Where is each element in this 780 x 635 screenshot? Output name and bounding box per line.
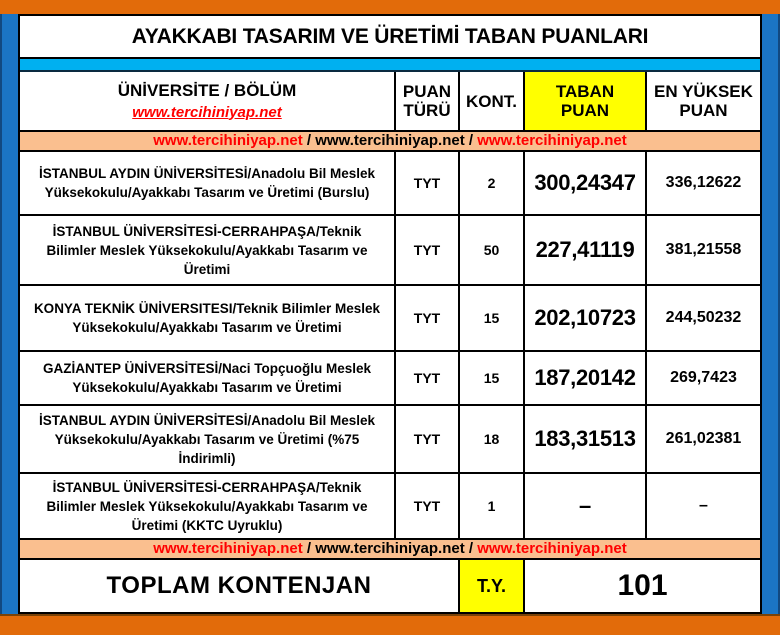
header-top-score-label: EN YÜKSEK PUAN	[654, 82, 753, 120]
tercihiniyap-link[interactable]: www.tercihiniyap.net	[315, 132, 465, 149]
header-quota-label: KONT.	[466, 91, 517, 111]
quota-cell: 2	[460, 152, 525, 216]
tercihiniyap-link[interactable]: www.tercihiniyap.net	[477, 132, 627, 149]
header-base-score-label: TABAN PUAN	[555, 82, 615, 120]
link-separator: /	[464, 132, 478, 149]
link-separator: /	[302, 132, 316, 149]
link-separator: /	[464, 540, 478, 557]
header-base-score-column	[525, 72, 647, 132]
university-cell: İSTANBUL ÜNİVERSİTESİ-CERRAHPAŞA/Teknik Bilimler Meslek Yüksekokulu/Ayakkabı Tasarım ve Üretimi	[20, 216, 396, 286]
tercihiniyap-link[interactable]: www.tercihiniyap.net	[153, 132, 303, 149]
total-score-type-badge: T.Y.	[460, 560, 525, 612]
university-cell: İSTANBUL AYDIN ÜNİVERSİTESİ/Anadolu Bil Meslek Yüksekokulu/Ayakkabı Tasarım ve Üretimi (%75 İndirimli)	[20, 406, 396, 474]
header-score-type-column	[396, 72, 460, 132]
table-content	[18, 14, 762, 614]
top-score-cell: 244,50232	[647, 286, 760, 352]
university-cell: GAZİANTEP ÜNİVERSİTESİ/Naci Topçuoğlu Meslek Yüksekokulu/Ayakkabı Tasarım ve Üretimi	[20, 352, 396, 406]
tercihiniyap-link[interactable]: www.tercihiniyap.net	[132, 103, 282, 121]
header-university-column	[20, 72, 396, 132]
score-type-cell: TYT	[396, 216, 460, 286]
right-blue-border	[762, 14, 780, 614]
university-cell: İSTANBUL ÜNİVERSİTESİ-CERRAHPAŞA/Teknik Bilimler Meslek Yüksekokulu/Ayakkabı Tasarım ve Üretimi (KKTC Uyruklu)	[20, 474, 396, 540]
tercihiniyap-link[interactable]: www.tercihiniyap.net	[477, 540, 627, 557]
base-score-cell: 227,41119	[525, 216, 647, 286]
quota-cell: 15	[460, 286, 525, 352]
base-score-cell: –	[525, 474, 647, 540]
link-banner-top	[20, 132, 760, 152]
top-orange-bar	[0, 0, 780, 14]
top-score-cell: –	[647, 474, 760, 540]
cyan-divider-strip	[20, 59, 760, 72]
top-score-cell: 336,12622	[647, 152, 760, 216]
score-type-cell: TYT	[396, 286, 460, 352]
base-score-cell: 187,20142	[525, 352, 647, 406]
page-title: AYAKKABI TASARIM VE ÜRETİMİ TABAN PUANLARI	[20, 16, 760, 59]
link-separator: /	[302, 540, 316, 557]
score-type-cell: TYT	[396, 406, 460, 474]
scores-table	[20, 72, 760, 612]
base-score-cell: 183,31513	[525, 406, 647, 474]
left-blue-border	[0, 14, 18, 614]
quota-cell: 15	[460, 352, 525, 406]
link-banner-bottom	[20, 540, 760, 560]
score-type-cell: TYT	[396, 352, 460, 406]
tercihiniyap-link[interactable]: www.tercihiniyap.net	[153, 540, 303, 557]
university-cell: İSTANBUL AYDIN ÜNİVERSİTESİ/Anadolu Bil Meslek Yüksekokulu/Ayakkabı Tasarım ve Üretimi (Burslu)	[20, 152, 396, 216]
header-university-label: ÜNİVERSİTE / BÖLÜM	[117, 80, 297, 100]
total-quota-label: TOPLAM KONTENJAN	[20, 560, 460, 612]
quota-cell: 1	[460, 474, 525, 540]
tercihiniyap-link[interactable]: www.tercihiniyap.net	[315, 540, 465, 557]
top-score-cell: 269,7423	[647, 352, 760, 406]
score-type-cell: TYT	[396, 152, 460, 216]
header-top-score-column	[647, 72, 760, 132]
total-quota-value: 101	[525, 560, 760, 612]
top-score-cell: 261,02381	[647, 406, 760, 474]
quota-cell: 50	[460, 216, 525, 286]
header-score-type-label: PUAN TÜRÜ	[402, 82, 452, 120]
score-type-cell: TYT	[396, 474, 460, 540]
quota-cell: 18	[460, 406, 525, 474]
bottom-orange-bar	[0, 614, 780, 635]
base-score-cell: 300,24347	[525, 152, 647, 216]
top-score-cell: 381,21558	[647, 216, 760, 286]
header-quota-column	[460, 72, 525, 132]
base-score-cell: 202,10723	[525, 286, 647, 352]
university-cell: KONYA TEKNİK ÜNİVERSITESI/Teknik Bilimler Meslek Yüksekokulu/Ayakkabı Tasarım ve Üretimi	[20, 286, 396, 352]
